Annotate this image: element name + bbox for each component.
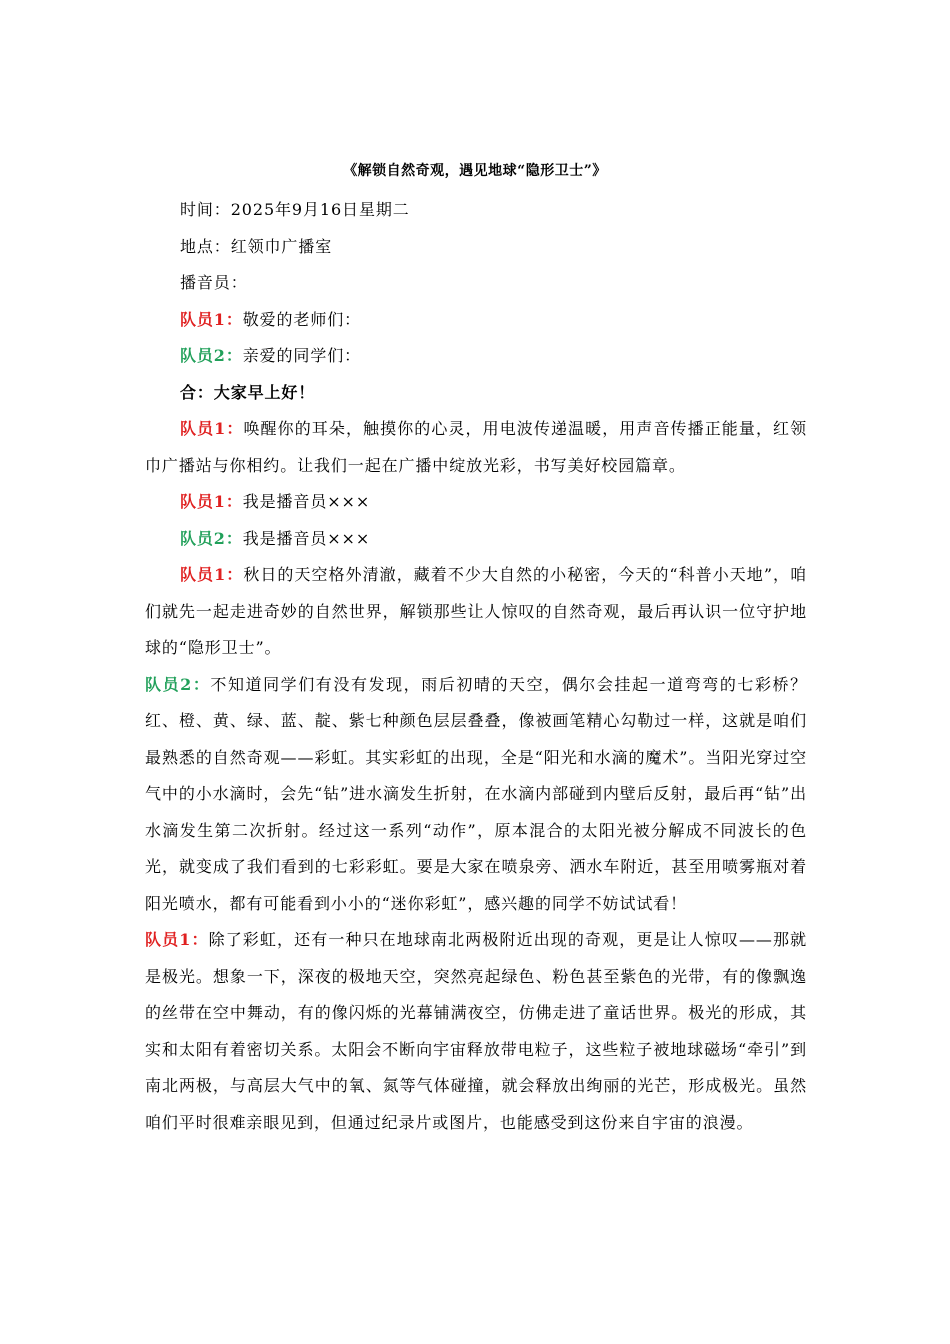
document-title: 《解锁自然奇观，遇见地球“隐形卫士”》 (343, 163, 607, 179)
dialogue-text: 秋日的天空格外清澈，藏着不少大自然的小秘密，今天的“科普小天地”，咱们就先一起走进奇妙的自然世界，解锁那些让人惊叹的自然奇观，最后再认识一位守护地球的“隐形卫士”。 (145, 565, 807, 657)
speaker-label-2: 队员2： (180, 346, 243, 365)
dialogue-line (145, 411, 807, 484)
meta-place: 地点：红领巾广播室 (180, 236, 333, 256)
speaker-label-1: 队员1： (180, 492, 243, 511)
document-body (145, 192, 807, 1141)
dialogue-text: 我是播音员××× (242, 528, 371, 548)
dialogue-line (145, 667, 807, 923)
dialogue-line (145, 557, 807, 667)
dialogue-line (145, 922, 807, 1141)
dialogue-line (145, 338, 807, 375)
dialogue-text: 亲爱的同学们： (242, 346, 362, 365)
meta-time: 时间：2025年9月16日星期二 (180, 200, 410, 219)
speaker-label-1: 队员1： (145, 930, 209, 949)
dialogue-text: 不知道同学们有没有发现，雨后初晴的天空，偶尔会挂起一道弯弯的七彩桥？红、橙、黄、绿、蓝、靛、紫七种颜色层层叠叠，像被画笔精心勾勒过一样，这就是咱们最熟悉的自然奇观——彩虹。其实彩虹的出现，全是“阳光和水滴的魔术”。当阳光穿过空气中的小水滴时，会先“钻”进水滴发生折射，在水滴内部碰到内壁后反射，最后再“钻”出水滴发生第二次折射。经过这一系列“动作”，原本混合的太阳光被分解成不同波长的色光，就变成了我们看到的七彩彩虹。要是大家在喷泉旁、洒水车附近，甚至用喷雾瓶对着阳光喷水，都有可能看到小小的“迷你彩虹”，感兴趣的同学不妨试试看！ (145, 674, 807, 913)
speaker-label-1: 队员1： (180, 419, 244, 438)
speaker-label-1: 队员1： (180, 309, 243, 329)
dialogue-line (145, 484, 807, 521)
speaker-label-1: 队员1： (180, 565, 244, 584)
dialogue-line (145, 521, 807, 558)
dialogue-line-together (145, 375, 807, 412)
dialogue-text: 除了彩虹，还有一种只在地球南北两极附近出现的奇观，更是让人惊叹——那就是极光。想象一下，深夜的极地天空，突然亮起绿色、粉色甚至紫色的光带，有的像飘逸的丝带在空中舞动，有的像闪烁的光幕铺满夜空，仿佛走进了童话世界。极光的形成，其实和太阳有着密切关系。太阳会不断向宇宙释放带电粒子，这些粒子被地球磁场“牵引”到南北两极，与高层大气中的氧、氮等气体碰撞，就会释放出绚丽的光芒，形成极光。虽然咱们平时很难亲眼见到，但通过纪录片或图片，也能感受到这份来自宇宙的浪漫。 (145, 930, 807, 1132)
meta-announcer: 播音员： (180, 273, 248, 292)
dialogue-line (145, 302, 807, 339)
dialogue-text: 我是播音员××× (242, 492, 371, 511)
dialogue-text: 合：大家早上好！ (180, 382, 316, 402)
dialogue-text: 敬爱的老师们： (242, 309, 362, 329)
dialogue-text: 唤醒你的耳朵，触摸你的心灵，用电波传递温暖，用声音传播正能量，红领巾广播站与你相约。让我们一起在广播中绽放光彩，书写美好校园篇章。 (145, 419, 808, 475)
speaker-label-2: 队员2： (180, 528, 243, 548)
speaker-label-2: 队员2： (145, 674, 211, 694)
